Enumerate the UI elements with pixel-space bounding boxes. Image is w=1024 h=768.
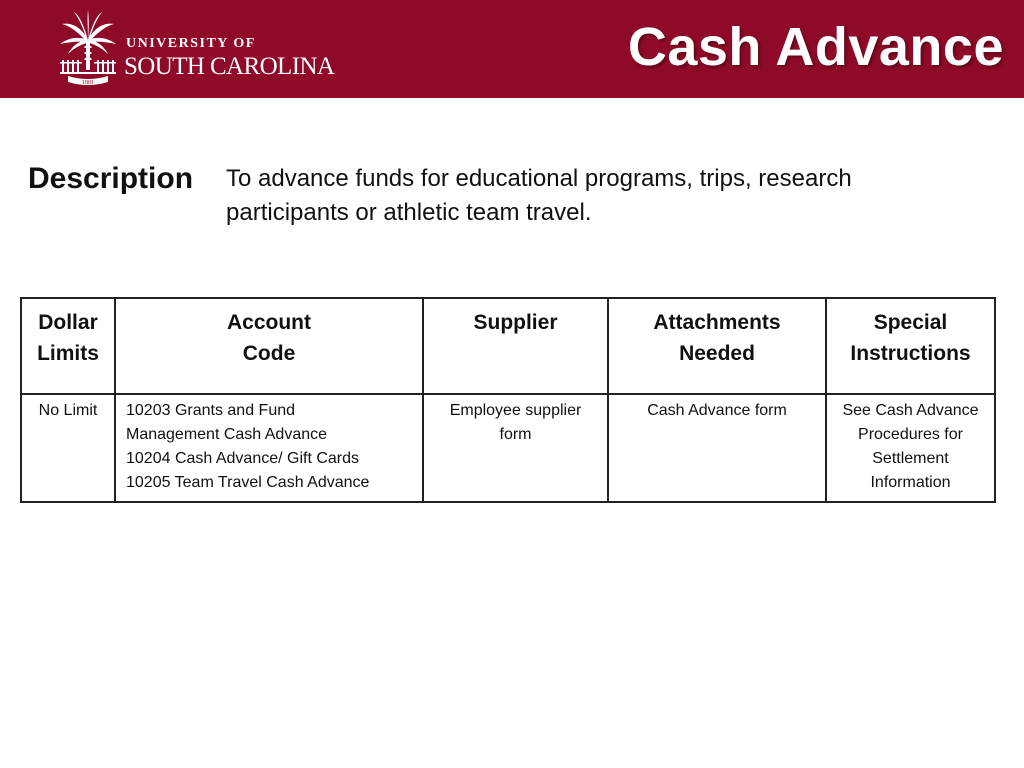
svg-text:1801: 1801 bbox=[82, 80, 94, 86]
header-supplier: Supplier bbox=[423, 298, 608, 394]
header-account-code: Account Code bbox=[115, 298, 423, 394]
cash-advance-table bbox=[20, 297, 996, 503]
cell-supplier: Employee supplier form bbox=[423, 394, 608, 502]
cell-attachments: Cash Advance form bbox=[608, 394, 826, 502]
description-label: Description bbox=[28, 162, 194, 195]
logo-text-university-of: UNIVERSITY OF bbox=[126, 36, 256, 51]
logo-text-south-carolina: SOUTH CAROLINA bbox=[124, 53, 335, 80]
header-dollar-limits: Dollar Limits bbox=[21, 298, 115, 394]
palmetto-tree-icon bbox=[56, 10, 120, 90]
header-attachments-needed: Attachments Needed bbox=[608, 298, 826, 394]
slide-title: Cash Advance bbox=[627, 17, 1004, 77]
header-banner bbox=[0, 0, 1024, 98]
description-text: To advance funds for educational programs, trips, research participants or athletic team travel. bbox=[226, 165, 852, 226]
table-row bbox=[21, 394, 995, 502]
table-header-row bbox=[21, 298, 995, 394]
cell-account-code: 10203 Grants and Fund Management Cash Advance 10204 Cash Advance/ Gift Cards 10205 Team Travel Cash Advance bbox=[115, 394, 423, 502]
cell-special-instructions: See Cash Advance Procedures for Settlement Information bbox=[826, 394, 995, 502]
header-special-instructions: Special Instructions bbox=[826, 298, 995, 394]
cell-dollar-limits: No Limit bbox=[21, 394, 115, 502]
university-logo bbox=[56, 10, 346, 90]
